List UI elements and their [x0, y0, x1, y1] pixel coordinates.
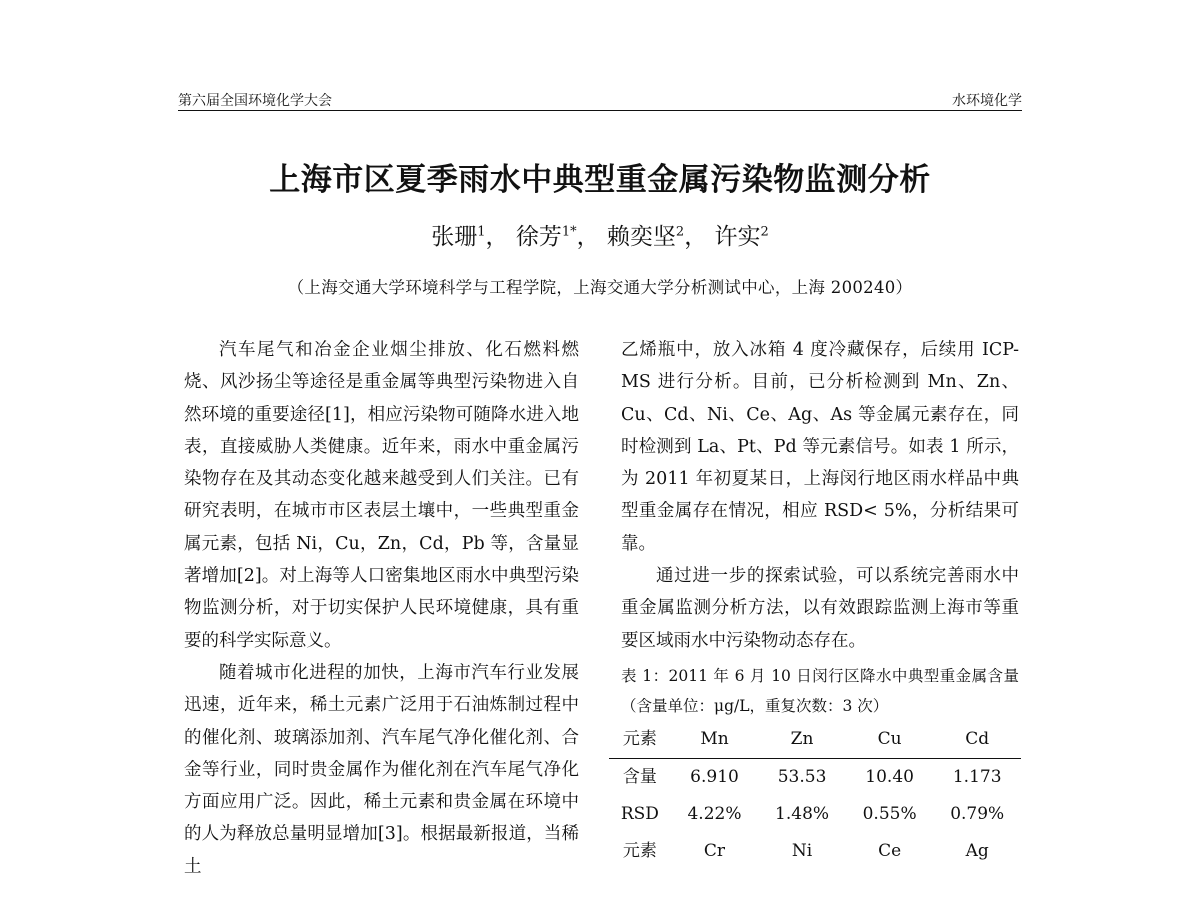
table-header-cell: Zn — [758, 721, 846, 759]
table-row — [609, 758, 1021, 796]
table-header-cell: Cd — [933, 721, 1021, 759]
table-header-row — [609, 721, 1021, 759]
table-caption: 表 1：2011 年 6 月 10 日闵行区降水中典型重金属含量（含量单位：μg/L，重复次数：3 次） — [621, 666, 1019, 715]
right-column — [621, 334, 1019, 870]
table-cell: RSD — [620, 804, 659, 825]
author-name: 许实 — [714, 224, 761, 250]
body-paragraph: 汽车尾气和冶金企业烟尘排放、化石燃料燃烧、风沙扬尘等途径是重金属等典型污染物进入自然环境的重要途径[1]，相应污染物可随降水进入地表，直接威胁人类健康。近年来，雨水中重金属污染物存在及其动态变化越来越受到人们关注。已有研究表明，在城市市区表层土壤中，一些典型重金属元素，包括 Ni，Cu，Zn，Cd，Pb 等，含量显著增加[2]。对上海等人口密集地区雨水中典型污染物监测分析，对于切实保护人民环境健康，具有重要的科学实际意义。 — [184, 340, 579, 651]
running-header-left: 第六届全国环境化学大会 — [178, 93, 332, 109]
table-cell: Ce — [878, 841, 902, 862]
table-cell: 4.22% — [687, 804, 742, 825]
table-cell: 元素 — [622, 841, 657, 862]
table-cell: 53.53 — [777, 767, 827, 788]
header-divider — [178, 110, 1022, 111]
author-name: 徐芳 — [515, 224, 562, 250]
body-paragraph: 随着城市化进程的加快，上海市汽车行业发展迅速，近年来，稀土元素广泛用于石油炼制过程中的催化剂、玻璃添加剂、汽车尾气净化催化剂、合金等行业，同时贵金属作为催化剂在汽车尾气净化方面应用广泛。因此，稀土元素和贵金属在环境中的人为释放总量明显增加[3]。根据最新报道，当稀土 — [184, 662, 579, 877]
author-affiliation-mark: 1* — [561, 224, 577, 240]
table-cell: 1.48% — [775, 804, 830, 825]
body-paragraph: 乙烯瓶中，放入冰箱 4 度冷藏保存，后续用 ICP-MS 进行分析。目前，已分析检测到 Mn、Zn、Cu、Cd、Ni、Ce、Ag、As 等金属元素存在，同时检测到 La、Pt、Pd 等元素信号。如表 1 所示，为 2011 年初夏某日，上海闵行地区雨水样品中典型重金属存在情况，相应 RSD< 5%，分析结果可靠。 — [621, 340, 1019, 554]
author-list: 张珊$^1$， 徐芳$^{1*}$， 赖奕坚$^2$， 许实$^2$ — [431, 224, 769, 250]
data-table — [609, 721, 1021, 870]
table-header-cell: 元素 — [609, 721, 671, 759]
table-cell: 6.910 — [690, 767, 739, 788]
table-cell: Ni — [791, 841, 813, 862]
affiliation: （上海交通大学环境科学与工程学院，上海交通大学分析测试中心，上海 200240） — [287, 278, 913, 297]
left-column — [184, 334, 579, 883]
table-cell: 10.40 — [865, 767, 914, 788]
paper-title: 上海市区夏季雨水中典型重金属污染物监测分析 — [269, 162, 931, 198]
table-row — [609, 796, 1021, 833]
table-header-cell: Mn — [671, 721, 759, 759]
table-cell: 0.79% — [950, 804, 1005, 825]
table-cell: Cr — [703, 841, 726, 862]
author-name: 赖奕坚 — [606, 224, 676, 250]
table-cell: 0.55% — [862, 804, 917, 825]
table-cell: 含量 — [622, 767, 657, 788]
table-cell: 1.173 — [952, 767, 1002, 788]
table-row — [609, 833, 1021, 870]
author-affiliation-mark: 2 — [675, 224, 685, 240]
author-name: 张珊 — [431, 224, 478, 250]
table-header-cell: Cu — [846, 721, 934, 759]
author-affiliation-mark: 2 — [760, 224, 769, 240]
body-paragraph: 通过进一步的探索试验，可以系统完善雨水中重金属监测分析方法，以有效跟踪监测上海市等重要区域雨水中污染物动态存在。 — [621, 566, 1019, 651]
running-header-right: 水环境化学 — [952, 93, 1022, 109]
table-cell: Ag — [965, 841, 989, 862]
author-affiliation-mark: 1 — [477, 224, 486, 240]
